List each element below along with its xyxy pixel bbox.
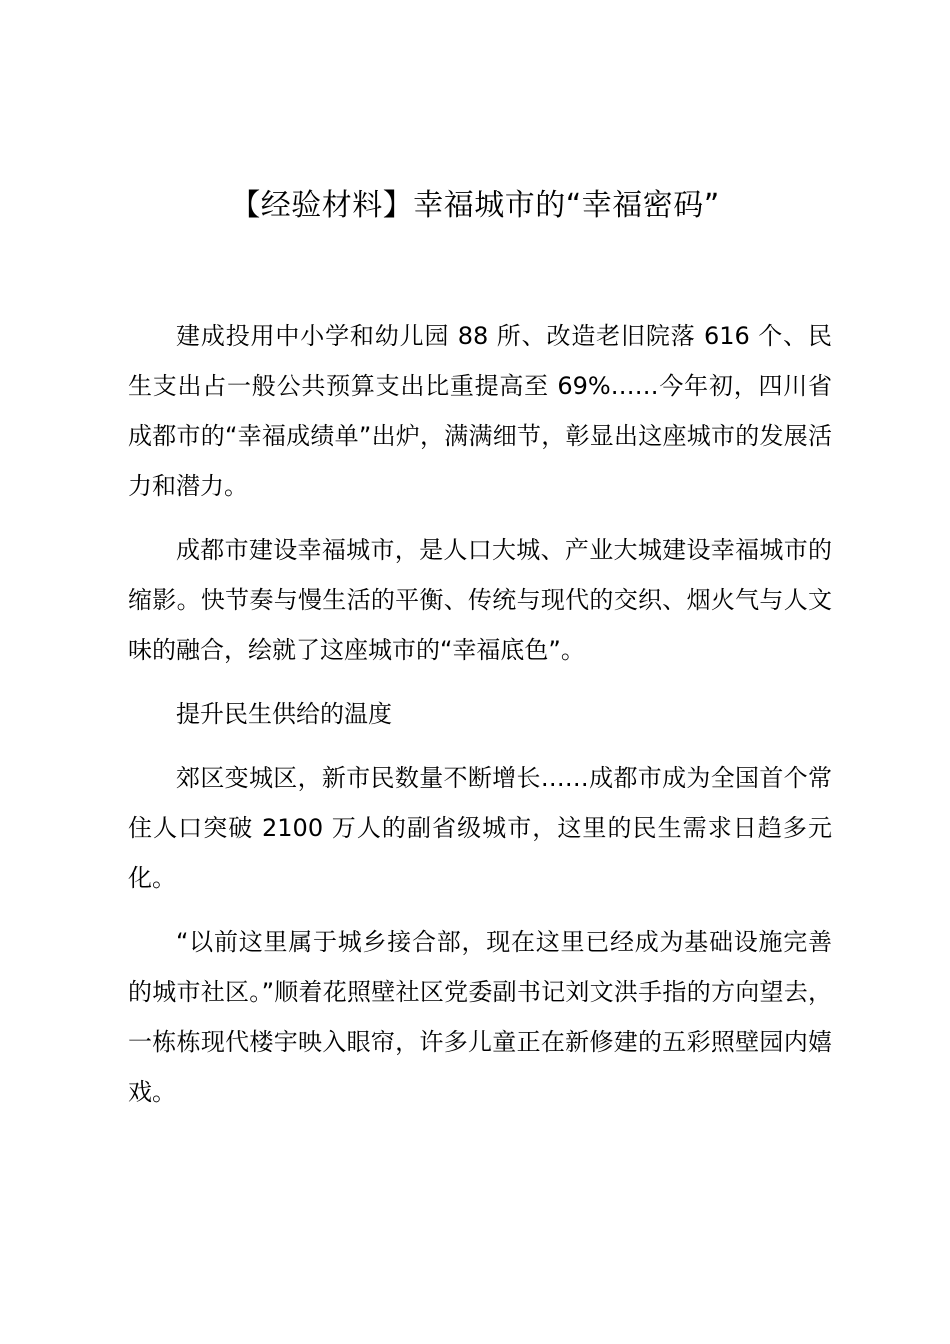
- paragraph-achievements: 建成投用中小学和幼儿园 88 所、改造老旧院落 616 个、民生支出占一般公共预算支出比重提高至 69%……今年初，四川省成都市的“幸福成绩单”出炉，满满细节，彰显出这座城市的发展活力和潜力。: [128, 322, 832, 500]
- paragraph-population: 郊区变城区，新市民数量不断增长……成都市成为全国首个常住人口突破 2100 万人的副省级城市，这里的民生需求日趋多元化。: [128, 764, 832, 892]
- paragraph-happiness-color: 成都市建设幸福城市，是人口大城、产业大城建设幸福城市的缩影。快节奏与慢生活的平衡、传统与现代的交织、烟火气与人文味的融合，绘就了这座城市的“幸福底色”。: [128, 536, 832, 664]
- section-heading: 提升民生供给的温度: [176, 700, 392, 728]
- document-title: 【经验材料】幸福城市的“幸福密码”: [230, 188, 720, 223]
- paragraph-community-quote: “以前这里属于城乡接合部，现在这里已经成为基础设施完善的城市社区。”顺着花照壁社区党委副书记刘文洪手指的方向望去，一栋栋现代楼宇映入眼帘，许多儿童正在新修建的五彩照壁园内嬉戏。: [128, 928, 832, 1106]
- document-body: [128, 311, 832, 1131]
